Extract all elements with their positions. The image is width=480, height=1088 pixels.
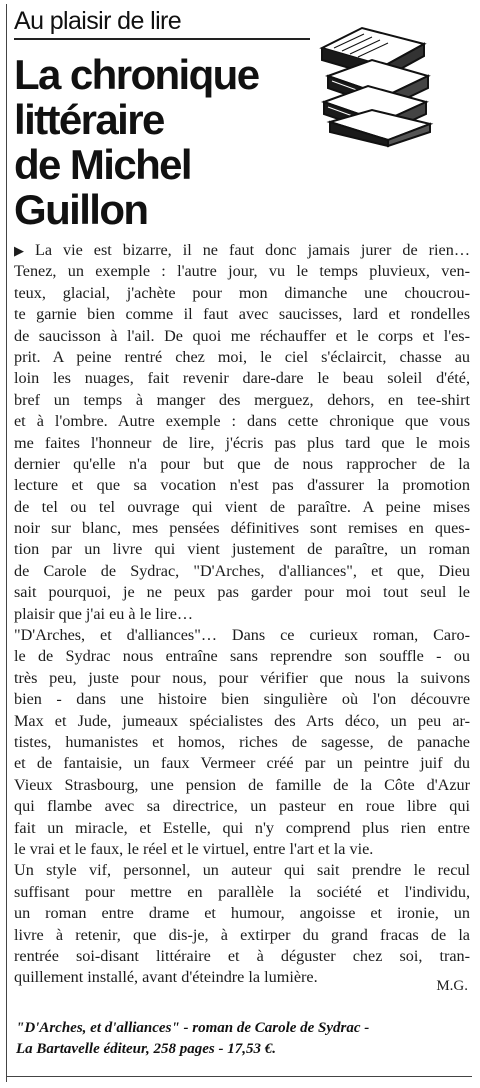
book-credits — [16, 1018, 464, 1060]
body-line: le vrai et le faux, le réel et le virtuel, entre l'art et la vie. — [14, 839, 374, 858]
body-line: te garnie bien comme il faut avec saucisses, lard et rondelles — [14, 305, 470, 324]
body-line: lecture et que sa vocation n'est pas d'assurer la promotion — [14, 476, 470, 495]
body-line: très peu, juste pour nous, pour vérifier que nous la suivons — [14, 668, 470, 687]
body-line: et à l'ombre. Autre exemple : dans cette chronique que vous — [14, 412, 470, 431]
headline-line: La chronique — [14, 51, 259, 98]
body-line: Vieux Strasbourg, une pension de famille de la Côte d'Azur — [14, 775, 470, 794]
body-line: un roman entre drame et humour, angoisse et ironie, un — [14, 904, 470, 923]
body-line: rentrée soi-disant littéraire et à déguster chez soi, tran- — [14, 946, 470, 965]
body-line: loin les nuages, fait revenir dare-dare le beau soleil d'été, — [14, 369, 470, 388]
column-border-bottom — [6, 1076, 472, 1077]
body-line: suffisant pour mettre en parallèle la société et l'individu, — [14, 882, 470, 901]
body-line: "D'Arches, et d'alliances"… Dans ce curieux roman, Caro- — [14, 626, 470, 645]
body-line: Un style vif, personnel, un auteur qui sait prendre le recul — [14, 861, 470, 880]
section-rubric: Au plaisir de lire — [14, 6, 310, 40]
body-line: sait pourquoi, je ne peux pas garder pour moi tout seul le — [14, 583, 470, 602]
headline-line: littéraire — [14, 96, 164, 143]
body-line: me faites l'honneur de lire, j'écris pas plus tard que le mois — [14, 433, 470, 452]
body-line: livre à retenir, que dis-je, à extirper du grand fracas de la — [14, 925, 470, 944]
body-line: fait un miracle, et Estelle, qui n'y comprend plus rien entre — [14, 818, 470, 837]
body-line: noir sur blanc, mes pensées définitives sont remises en ques- — [14, 519, 470, 538]
body-line: Tenez, un exemple : l'autre jour, vu le temps pluvieux, ven- — [14, 262, 470, 281]
body-line: bref un temps à manger des merguez, dehors, en tee-shirt — [14, 390, 470, 409]
body-line: de tel ou tel ouvrage qui vient de paraître. A peine mises — [14, 497, 470, 516]
lead-marker-icon: ▶ — [14, 243, 31, 258]
body-line: prit. A peine rentré chez moi, le ciel s'éclaircit, chasse au — [14, 347, 470, 366]
body-line: bien - dans une histoire bien singulière où l'on découvre — [14, 690, 470, 709]
stacked-books-icon — [312, 18, 436, 148]
body-line: ▶ La vie est bizarre, il ne faut donc jamais jurer de rien… — [14, 241, 471, 259]
body-line: plaisir que j'ai eu à le lire… — [14, 604, 194, 623]
body-line: le de Sydrac nous entraîne sans reprendre son souffle - ou — [14, 647, 470, 666]
body-line: tistes, humanistes et homos, riches de sagesse, de panache — [14, 732, 470, 751]
article-headline — [14, 52, 314, 232]
body-line: qui flambe avec sa directrice, un pasteur en roue libre qui — [14, 797, 470, 816]
body-line: de saucisson à l'ail. De quoi me réchauffer et le corps et l'es- — [14, 326, 470, 345]
author-signature: M.G. — [436, 978, 468, 994]
article-body — [14, 240, 470, 989]
body-line: quillement installé, avant d'éteindre la lumière. — [14, 968, 318, 987]
body-line: teux, glacial, j'achète pour mon dimanche une choucrou- — [14, 283, 470, 302]
body-line: Max et Jude, jumeaux spécialistes des Arts déco, un peu ar- — [14, 711, 470, 730]
headline-line: de Michel — [14, 141, 191, 188]
headline-line: Guillon — [14, 186, 148, 233]
body-line: tion par un livre qui vient justement de paraître, un roman — [14, 540, 470, 559]
credits-line: La Bartavelle éditeur, 258 pages - 17,53 €. — [16, 1041, 276, 1057]
body-line: de Carole de Sydrac, "D'Arches, d'alliances", et que, Dieu — [14, 561, 470, 580]
body-line: dernier qu'elle n'a pour but que de nous rapprocher de la — [14, 454, 470, 473]
body-line: et de fantaisie, un faux Vermeer créé par un peintre juif du — [14, 754, 470, 773]
credits-line: "D'Arches, et d'alliances" - roman de Carole de Sydrac - — [16, 1020, 370, 1036]
